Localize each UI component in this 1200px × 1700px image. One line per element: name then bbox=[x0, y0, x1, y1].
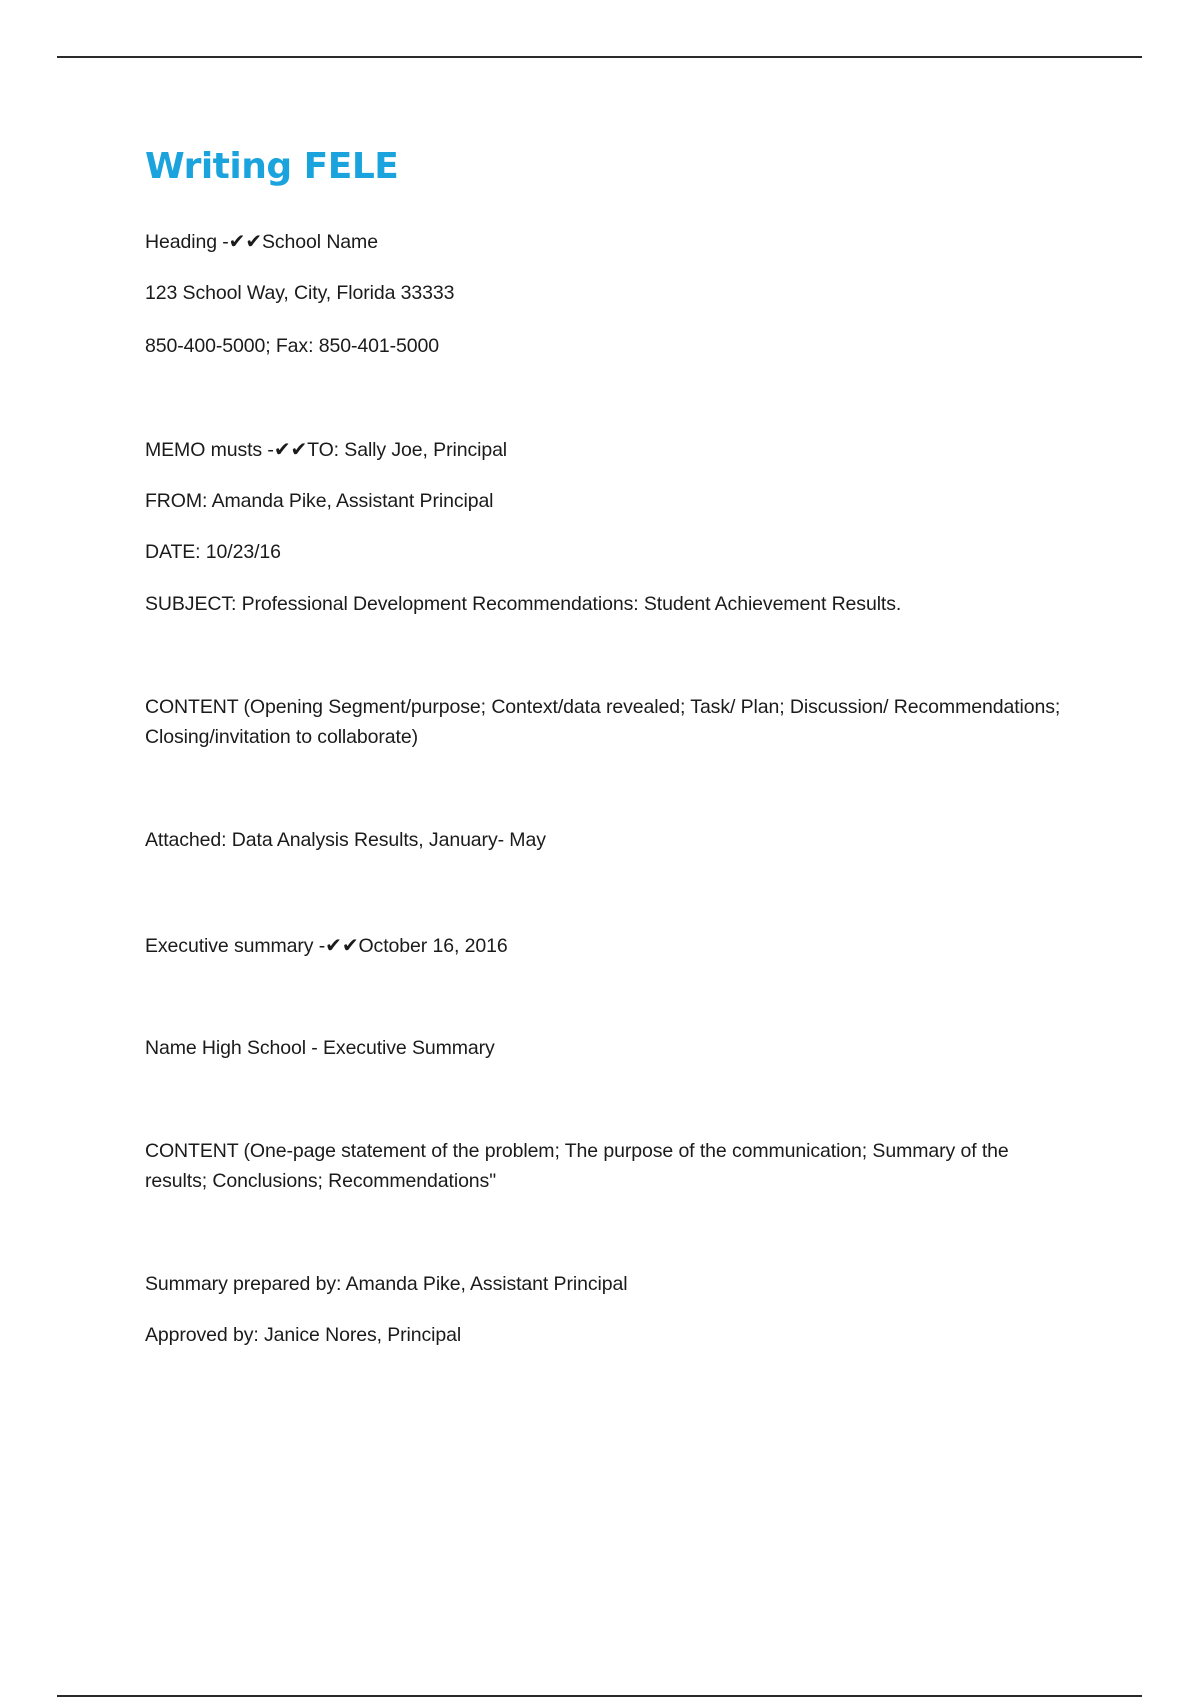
memo-subject: SUBJECT: Professional Development Recommendations: Student Achievement Results. bbox=[145, 593, 902, 615]
heading-label: Heading - bbox=[145, 231, 229, 253]
top-rule bbox=[57, 56, 1142, 58]
school-address: 123 School Way, City, Florida 33333 bbox=[145, 282, 455, 304]
memo-attached: Attached: Data Analysis Results, January- May bbox=[145, 829, 546, 851]
double-check-icon: ✔✔ bbox=[273, 437, 308, 461]
executive-summary-title: Name High School - Executive Summary bbox=[145, 1037, 495, 1059]
memo-date: DATE: 10/23/16 bbox=[145, 541, 281, 563]
summary-prepared-by: Summary prepared by: Amanda Pike, Assistant Principal bbox=[145, 1273, 628, 1295]
document-title: Writing FELE bbox=[145, 146, 399, 187]
memo-to-line bbox=[145, 434, 507, 465]
executive-summary-label: Executive summary - bbox=[145, 935, 326, 957]
school-phone-fax: 850-400-5000; Fax: 850-401-5000 bbox=[145, 335, 439, 357]
executive-summary-line bbox=[145, 930, 508, 961]
double-check-icon: ✔✔ bbox=[228, 229, 262, 253]
memo-to: TO: Sally Joe, Principal bbox=[307, 439, 508, 461]
school-name: School Name bbox=[261, 231, 378, 253]
summary-approved-by: Approved by: Janice Nores, Principal bbox=[145, 1324, 462, 1346]
memo-from: FROM: Amanda Pike, Assistant Principal bbox=[145, 490, 494, 512]
heading-line bbox=[145, 226, 378, 257]
executive-summary-content: CONTENT (One-page statement of the problem; The purpose of the communication; Summary of the results; Conclusions; Recommendations" bbox=[145, 1140, 1009, 1192]
double-check-icon: ✔✔ bbox=[325, 933, 359, 957]
executive-summary-date: October 16, 2016 bbox=[358, 935, 508, 957]
memo-content: CONTENT (Opening Segment/purpose; Context/data revealed; Task/ Plan; Discussion/ Recommendations; Closing/invitation to collaborate) bbox=[145, 696, 1061, 748]
memo-label: MEMO musts - bbox=[145, 439, 274, 461]
bottom-rule bbox=[57, 1695, 1142, 1697]
